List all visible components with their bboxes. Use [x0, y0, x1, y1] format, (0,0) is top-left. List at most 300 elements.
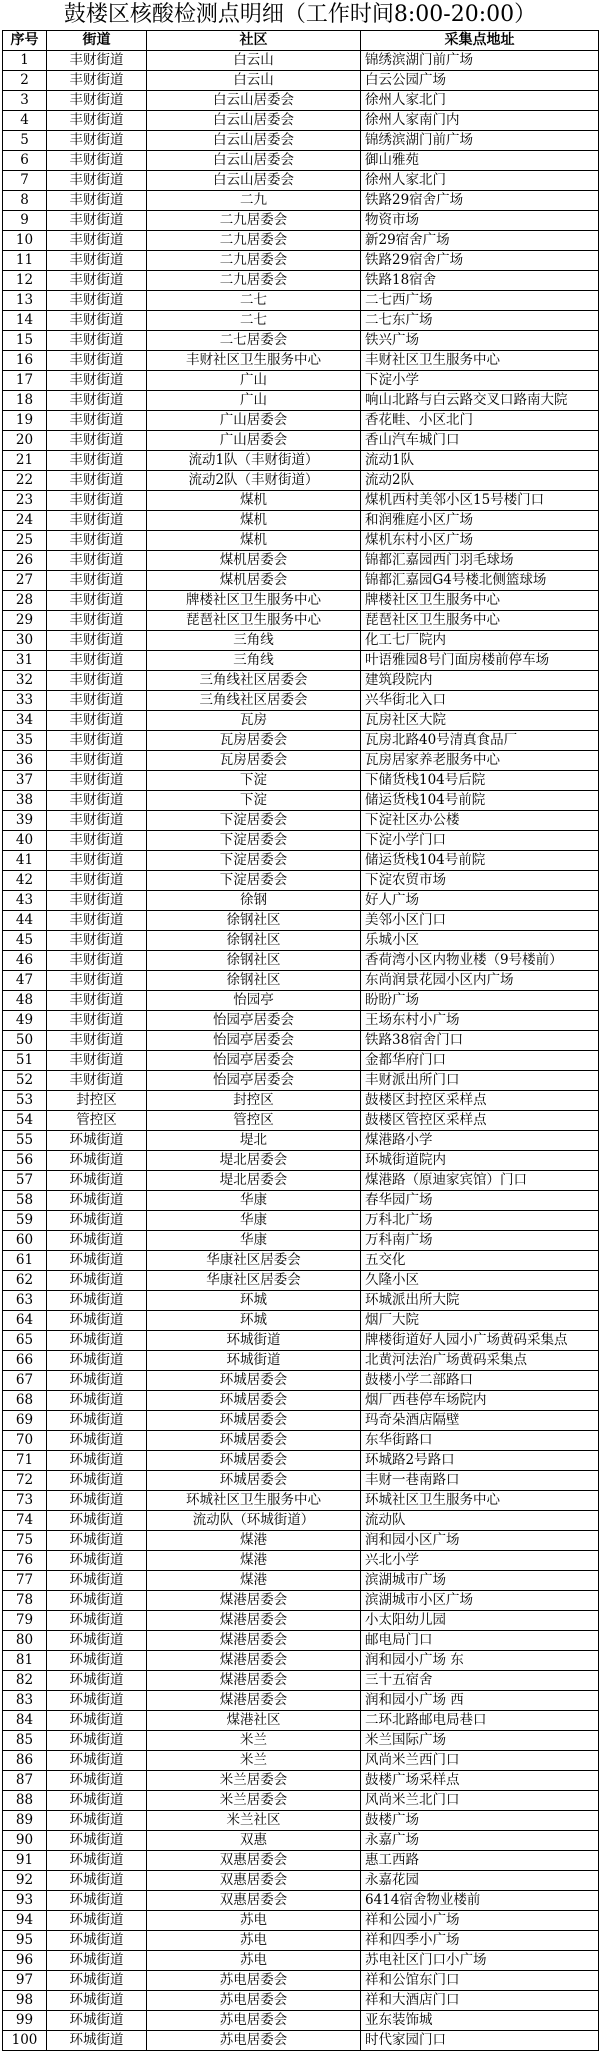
- cell-index: 36: [3, 751, 47, 771]
- table-row: [3, 411, 599, 431]
- cell-index: 40: [3, 831, 47, 851]
- table-row: [3, 1551, 599, 1571]
- table-row: [3, 1431, 599, 1451]
- cell-address: 6414宿舍物业楼前: [361, 1891, 599, 1911]
- table-row: [3, 1691, 599, 1711]
- cell-index: 56: [3, 1151, 47, 1171]
- cell-index: 8: [3, 191, 47, 211]
- cell-address: 锦都汇嘉园西门羽毛球场: [361, 551, 599, 571]
- cell-community: 徐钢社区: [147, 931, 361, 951]
- table-row: [3, 1791, 599, 1811]
- cell-street: 环城街道: [47, 1591, 147, 1611]
- cell-index: 30: [3, 631, 47, 651]
- table-row: [3, 1031, 599, 1051]
- cell-street: 环城街道: [47, 1711, 147, 1731]
- cell-index: 12: [3, 271, 47, 291]
- cell-street: 环城街道: [47, 1411, 147, 1431]
- table-row: [3, 1351, 599, 1371]
- table-row: [3, 2031, 599, 2051]
- cell-address: 三十五宿舍: [361, 1671, 599, 1691]
- cell-street: 丰财街道: [47, 451, 147, 471]
- cell-street: 丰财街道: [47, 271, 147, 291]
- cell-street: 环城街道: [47, 1931, 147, 1951]
- table-row: [3, 1391, 599, 1411]
- cell-index: 63: [3, 1291, 47, 1311]
- table-row: [3, 671, 599, 691]
- table-row: [3, 1531, 599, 1551]
- table-row: [3, 771, 599, 791]
- cell-index: 33: [3, 691, 47, 711]
- cell-community: 广山: [147, 391, 361, 411]
- table-row: [3, 1811, 599, 1831]
- table-row: [3, 1511, 599, 1531]
- cell-community: 环城居委会: [147, 1391, 361, 1411]
- cell-street: 丰财街道: [47, 531, 147, 551]
- table-row: [3, 1371, 599, 1391]
- table-row: [3, 91, 599, 111]
- table-row: [3, 191, 599, 211]
- cell-index: 45: [3, 931, 47, 951]
- cell-street: 环城街道: [47, 1551, 147, 1571]
- cell-street: 环城街道: [47, 1571, 147, 1591]
- cell-index: 53: [3, 1091, 47, 1111]
- cell-community: 环城街道: [147, 1331, 361, 1351]
- cell-street: 丰财街道: [47, 251, 147, 271]
- cell-street: 丰财街道: [47, 971, 147, 991]
- table-row: [3, 371, 599, 391]
- cell-index: 70: [3, 1431, 47, 1451]
- cell-community: 二七: [147, 291, 361, 311]
- cell-address: 储运货栈104号前院: [361, 791, 599, 811]
- cell-index: 83: [3, 1691, 47, 1711]
- cell-street: 环城街道: [47, 1191, 147, 1211]
- header-street: 街道: [47, 31, 147, 51]
- table-row: [3, 1911, 599, 1931]
- cell-index: 46: [3, 951, 47, 971]
- cell-address: 煤港路小学: [361, 1131, 599, 1151]
- cell-index: 15: [3, 331, 47, 351]
- cell-community: 徐钢社区: [147, 951, 361, 971]
- cell-community: 环城街道: [147, 1351, 361, 1371]
- cell-address: 乐城小区: [361, 931, 599, 951]
- cell-street: 丰财街道: [47, 171, 147, 191]
- cell-index: 89: [3, 1811, 47, 1831]
- table-row: [3, 271, 599, 291]
- cell-street: 丰财街道: [47, 1071, 147, 1091]
- table-row: [3, 131, 599, 151]
- table-row: [3, 651, 599, 671]
- cell-index: 76: [3, 1551, 47, 1571]
- cell-community: 煤港: [147, 1571, 361, 1591]
- cell-index: 24: [3, 511, 47, 531]
- cell-community: 二七居委会: [147, 331, 361, 351]
- cell-address: 环城派出所大院: [361, 1291, 599, 1311]
- cell-community: 华康社区居委会: [147, 1271, 361, 1291]
- cell-community: 下淀居委会: [147, 871, 361, 891]
- cell-community: 下淀: [147, 771, 361, 791]
- cell-address: 环城社区卫生服务中心: [361, 1491, 599, 1511]
- cell-index: 77: [3, 1571, 47, 1591]
- cell-street: 丰财街道: [47, 791, 147, 811]
- cell-index: 85: [3, 1731, 47, 1751]
- cell-address: 香荷湾小区内物业楼（9号楼前）: [361, 951, 599, 971]
- cell-address: 煤港路（原迪家宾馆）门口: [361, 1171, 599, 1191]
- table-row: [3, 1611, 599, 1631]
- cell-community: 怡园亭居委会: [147, 1031, 361, 1051]
- table-row: [3, 391, 599, 411]
- header-community: 社区: [147, 31, 361, 51]
- page-title: 鼓楼区核酸检测点明细（工作时间8:00-20:00）: [63, 2, 537, 27]
- cell-address: 御山雅苑: [361, 151, 599, 171]
- cell-street: 环城街道: [47, 1871, 147, 1891]
- cell-address: 惠工西路: [361, 1851, 599, 1871]
- cell-community: 瓦房居委会: [147, 731, 361, 751]
- cell-index: 26: [3, 551, 47, 571]
- cell-street: 丰财街道: [47, 991, 147, 1011]
- cell-address: 流动1队: [361, 451, 599, 471]
- cell-street: 环城街道: [47, 1291, 147, 1311]
- cell-street: 环城街道: [47, 1351, 147, 1371]
- table-row: [3, 1871, 599, 1891]
- cell-community: 米兰: [147, 1751, 361, 1771]
- cell-street: 环城街道: [47, 2031, 147, 2051]
- cell-index: 73: [3, 1491, 47, 1511]
- cell-street: 丰财街道: [47, 551, 147, 571]
- cell-index: 80: [3, 1631, 47, 1651]
- cell-index: 81: [3, 1651, 47, 1671]
- cell-index: 18: [3, 391, 47, 411]
- cell-community: 华康: [147, 1211, 361, 1231]
- table-row: [3, 1571, 599, 1591]
- cell-street: 丰财街道: [47, 131, 147, 151]
- cell-community: 环城居委会: [147, 1431, 361, 1451]
- cell-community: 怡园亭居委会: [147, 1071, 361, 1091]
- cell-street: 丰财街道: [47, 671, 147, 691]
- cell-index: 55: [3, 1131, 47, 1151]
- cell-street: 丰财街道: [47, 51, 147, 71]
- table-row: [3, 231, 599, 251]
- cell-community: 广山: [147, 371, 361, 391]
- cell-address: 鼓楼区管控区采样点: [361, 1111, 599, 1131]
- table-row: [3, 591, 599, 611]
- cell-index: 16: [3, 351, 47, 371]
- cell-street: 丰财街道: [47, 511, 147, 531]
- cell-index: 67: [3, 1371, 47, 1391]
- table-row: [3, 1731, 599, 1751]
- cell-community: 米兰社区: [147, 1811, 361, 1831]
- cell-address: 新29宿舍广场: [361, 231, 599, 251]
- cell-address: 祥和公馆东门口: [361, 1971, 599, 1991]
- cell-street: 丰财街道: [47, 951, 147, 971]
- cell-community: 煤港居委会: [147, 1651, 361, 1671]
- cell-address: 东尚润景花园小区内广场: [361, 971, 599, 991]
- cell-address: 润和园小广场 西: [361, 1691, 599, 1711]
- cell-community: 二七: [147, 311, 361, 331]
- cell-street: 丰财街道: [47, 411, 147, 431]
- cell-index: 32: [3, 671, 47, 691]
- table-body: [3, 51, 599, 2051]
- cell-address: 丰财派出所门口: [361, 1071, 599, 1091]
- cell-index: 94: [3, 1911, 47, 1931]
- cell-street: 环城街道: [47, 1211, 147, 1231]
- cell-address: 物资市场: [361, 211, 599, 231]
- table-row: [3, 951, 599, 971]
- cell-index: 62: [3, 1271, 47, 1291]
- cell-street: 丰财街道: [47, 431, 147, 451]
- table-row: [3, 1311, 599, 1331]
- cell-community: 煤机: [147, 491, 361, 511]
- cell-address: 煤机东村小区广场: [361, 531, 599, 551]
- cell-street: 环城街道: [47, 1751, 147, 1771]
- cell-index: 64: [3, 1311, 47, 1331]
- cell-address: 王场东村小广场: [361, 1011, 599, 1031]
- cell-address: 鼓楼小学二部路口: [361, 1371, 599, 1391]
- cell-index: 58: [3, 1191, 47, 1211]
- cell-address: 邮电局门口: [361, 1631, 599, 1651]
- cell-address: 铁路29宿舍广场: [361, 191, 599, 211]
- cell-street: 丰财街道: [47, 931, 147, 951]
- header-address: 采集点地址: [361, 31, 599, 51]
- cell-address: 久隆小区: [361, 1271, 599, 1291]
- cell-street: 丰财街道: [47, 611, 147, 631]
- cell-street: 丰财街道: [47, 651, 147, 671]
- cell-address: 流动队: [361, 1511, 599, 1531]
- cell-street: 环城街道: [47, 1231, 147, 1251]
- cell-community: 环城居委会: [147, 1411, 361, 1431]
- cell-address: 锦绣滨湖门前广场: [361, 51, 599, 71]
- cell-community: 白云山居委会: [147, 131, 361, 151]
- cell-index: 13: [3, 291, 47, 311]
- cell-community: 双惠居委会: [147, 1891, 361, 1911]
- cell-community: 徐钢社区: [147, 971, 361, 991]
- cell-address: 润和园小区广场: [361, 1531, 599, 1551]
- cell-address: 响山北路与白云路交叉口路南大院: [361, 391, 599, 411]
- table-row: [3, 151, 599, 171]
- cell-index: 29: [3, 611, 47, 631]
- cell-community: 三角线: [147, 631, 361, 651]
- cell-address: 徐州人家南门内: [361, 111, 599, 131]
- cell-community: 环城: [147, 1291, 361, 1311]
- cell-street: 丰财街道: [47, 71, 147, 91]
- cell-index: 2: [3, 71, 47, 91]
- table-row: [3, 471, 599, 491]
- table-row: [3, 1411, 599, 1431]
- cell-street: 丰财街道: [47, 711, 147, 731]
- cell-community: 煤港居委会: [147, 1691, 361, 1711]
- cell-address: 铁路18宿舍: [361, 271, 599, 291]
- cell-address: 滨湖城市小区广场: [361, 1591, 599, 1611]
- cell-community: 苏电居委会: [147, 1991, 361, 2011]
- cell-street: 环城街道: [47, 1991, 147, 2011]
- cell-address: 和润雅庭小区广场: [361, 511, 599, 531]
- cell-community: 下淀居委会: [147, 851, 361, 871]
- cell-community: 管控区: [147, 1111, 361, 1131]
- cell-street: 环城街道: [47, 1911, 147, 1931]
- cell-address: 铁路29宿舍广场: [361, 251, 599, 271]
- table-row: [3, 1451, 599, 1471]
- cell-address: 香花畦、小区北门: [361, 411, 599, 431]
- cell-street: 环城街道: [47, 1331, 147, 1351]
- cell-address: 徐州人家北门: [361, 171, 599, 191]
- table-row: [3, 451, 599, 471]
- cell-street: 环城街道: [47, 1471, 147, 1491]
- table-row: [3, 731, 599, 751]
- cell-street: 管控区: [47, 1111, 147, 1131]
- cell-street: 环城街道: [47, 1791, 147, 1811]
- cell-community: 煤机居委会: [147, 571, 361, 591]
- cell-community: 苏电: [147, 1951, 361, 1971]
- cell-community: 瓦房: [147, 711, 361, 731]
- cell-address: 丰财社区卫生服务中心: [361, 351, 599, 371]
- cell-address: 香山汽车城门口: [361, 431, 599, 451]
- cell-index: 49: [3, 1011, 47, 1031]
- table-row: [3, 431, 599, 451]
- cell-street: 环城街道: [47, 1691, 147, 1711]
- cell-street: 环城街道: [47, 1451, 147, 1471]
- cell-street: 丰财街道: [47, 851, 147, 871]
- cell-address: 美邻小区门口: [361, 911, 599, 931]
- cell-index: 48: [3, 991, 47, 1011]
- cell-index: 87: [3, 1771, 47, 1791]
- cell-community: 琵琶社区卫生服务中心: [147, 611, 361, 631]
- cell-community: 环城居委会: [147, 1471, 361, 1491]
- cell-community: 苏电: [147, 1911, 361, 1931]
- table-row: [3, 1991, 599, 2011]
- cell-address: 瓦房居家养老服务中心: [361, 751, 599, 771]
- cell-index: 91: [3, 1851, 47, 1871]
- cell-address: 永嘉广场: [361, 1831, 599, 1851]
- cell-index: 41: [3, 851, 47, 871]
- cell-community: 华康: [147, 1231, 361, 1251]
- cell-community: 苏电居委会: [147, 2011, 361, 2031]
- cell-index: 60: [3, 1231, 47, 1251]
- cell-community: 三角线: [147, 651, 361, 671]
- cell-community: 牌楼社区卫生服务中心: [147, 591, 361, 611]
- header-index: 序号: [3, 31, 47, 51]
- table-row: [3, 891, 599, 911]
- table-row: [3, 1851, 599, 1871]
- table-row: [3, 811, 599, 831]
- table-row: [3, 1011, 599, 1031]
- table-row: [3, 1091, 599, 1111]
- cell-index: 69: [3, 1411, 47, 1431]
- table-row: [3, 1191, 599, 1211]
- cell-address: 煤机西村美邻小区15号楼门口: [361, 491, 599, 511]
- table-row: [3, 1251, 599, 1271]
- table-row: [3, 1831, 599, 1851]
- table-row: [3, 611, 599, 631]
- cell-index: 5: [3, 131, 47, 151]
- cell-community: 堤北居委会: [147, 1151, 361, 1171]
- table-row: [3, 871, 599, 891]
- cell-street: 环城街道: [47, 1391, 147, 1411]
- cell-address: 鼓楼区封控区采样点: [361, 1091, 599, 1111]
- table-row: [3, 331, 599, 351]
- cell-index: 17: [3, 371, 47, 391]
- cell-address: 锦绣滨湖门前广场: [361, 131, 599, 151]
- cell-address: 万科南广场: [361, 1231, 599, 1251]
- table-row: [3, 1591, 599, 1611]
- cell-street: 丰财街道: [47, 831, 147, 851]
- cell-address: 兴北小学: [361, 1551, 599, 1571]
- cell-community: 煤港居委会: [147, 1671, 361, 1691]
- table-row: [3, 851, 599, 871]
- cell-index: 47: [3, 971, 47, 991]
- cell-index: 72: [3, 1471, 47, 1491]
- cell-address: 盼盼广场: [361, 991, 599, 1011]
- cell-street: 环城街道: [47, 1971, 147, 1991]
- cell-index: 38: [3, 791, 47, 811]
- table-row: [3, 1211, 599, 1231]
- cell-street: 丰财街道: [47, 1031, 147, 1051]
- cell-address: 下淀社区办公楼: [361, 811, 599, 831]
- cell-index: 97: [3, 1971, 47, 1991]
- table-row: [3, 291, 599, 311]
- cell-index: 59: [3, 1211, 47, 1231]
- cell-index: 22: [3, 471, 47, 491]
- cell-address: 丰财一巷南路口: [361, 1471, 599, 1491]
- cell-address: 白云公园广场: [361, 71, 599, 91]
- cell-community: 白云山居委会: [147, 171, 361, 191]
- cell-index: 19: [3, 411, 47, 431]
- cell-index: 44: [3, 911, 47, 931]
- table-row: [3, 1231, 599, 1251]
- cell-street: 环城街道: [47, 1831, 147, 1851]
- cell-street: 丰财街道: [47, 311, 147, 331]
- cell-address: 储运货栈104号前院: [361, 851, 599, 871]
- cell-community: 流动队（环城街道）: [147, 1511, 361, 1531]
- cell-community: 封控区: [147, 1091, 361, 1111]
- cell-index: 27: [3, 571, 47, 591]
- cell-community: 广山居委会: [147, 431, 361, 451]
- cell-community: 煤港: [147, 1531, 361, 1551]
- table-row: [3, 1751, 599, 1771]
- table-row: [3, 831, 599, 851]
- table-row: [3, 251, 599, 271]
- cell-street: 环城街道: [47, 1491, 147, 1511]
- cell-street: 丰财街道: [47, 891, 147, 911]
- cell-address: 牌楼街道好人园小广场黄码采集点: [361, 1331, 599, 1351]
- cell-index: 35: [3, 731, 47, 751]
- cell-index: 74: [3, 1511, 47, 1531]
- table-row: [3, 991, 599, 1011]
- cell-index: 78: [3, 1591, 47, 1611]
- cell-community: 下淀居委会: [147, 831, 361, 851]
- table-row: [3, 351, 599, 371]
- cell-street: 环城街道: [47, 1311, 147, 1331]
- cell-index: 61: [3, 1251, 47, 1271]
- cell-street: 丰财街道: [47, 231, 147, 251]
- cell-index: 50: [3, 1031, 47, 1051]
- cell-address: 小太阳幼儿园: [361, 1611, 599, 1631]
- cell-community: 煤港居委会: [147, 1591, 361, 1611]
- cell-street: 环城街道: [47, 1531, 147, 1551]
- cell-address: 苏电社区门口小广场: [361, 1951, 599, 1971]
- cell-street: 丰财街道: [47, 91, 147, 111]
- table-row: [3, 1051, 599, 1071]
- table-row: [3, 791, 599, 811]
- cell-community: 米兰: [147, 1731, 361, 1751]
- cell-index: 82: [3, 1671, 47, 1691]
- cell-community: 煤机居委会: [147, 551, 361, 571]
- cell-index: 20: [3, 431, 47, 451]
- cell-index: 90: [3, 1831, 47, 1851]
- cell-index: 84: [3, 1711, 47, 1731]
- cell-street: 环城街道: [47, 2011, 147, 2031]
- cell-index: 95: [3, 1931, 47, 1951]
- cell-street: 环城街道: [47, 1671, 147, 1691]
- cell-community: 堤北居委会: [147, 1171, 361, 1191]
